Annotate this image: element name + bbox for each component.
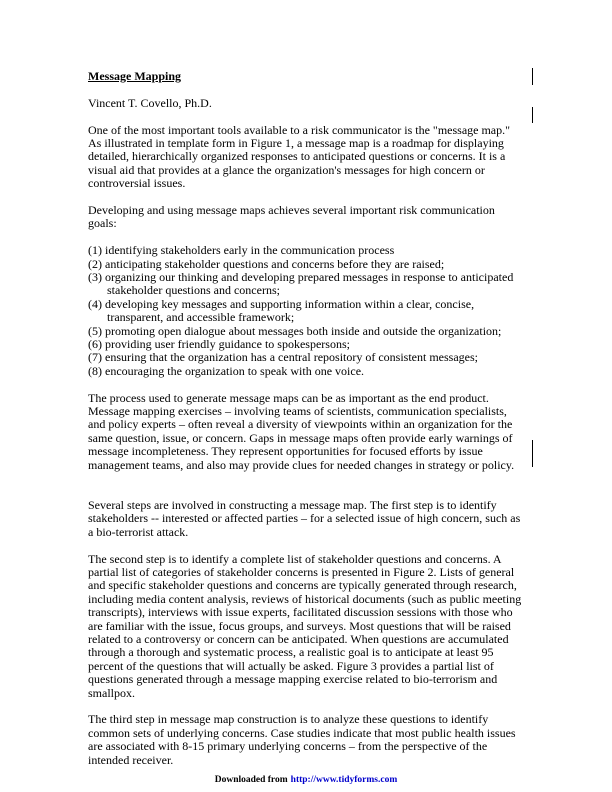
footer-stamp [0,774,612,786]
goal-item-4: (4) developing key messages and supporting information within a clear, concise, transparent, and accessible framework; [88,296,475,325]
process-paragraph: The process used to generate message maps can be as important as the end product. Message mapping exercises – involving teams of scientists, communication specialists, and policy experts – often reveal a diversity of viewpoints within an organization for the same question, issue, or concern. Gaps in message maps often provide early warnings of message incompleteness. They represent opportunities for focused efforts by issue management teams, and also may provide clues for needed changes in strategy or policy. [88,390,515,472]
goal-item-8: (8) encouraging the organization to speak with one voice. [88,363,365,378]
goal-item-6: (6) providing user friendly guidance to spokespersons; [88,337,350,352]
document-title: Message Mapping [88,69,181,83]
intro-paragraph: One of the most important tools available to a risk communicator is the "message map." As illustrated in template form in Figure 1, a message map is a roadmap for displaying detailed, hierarchically organized responses to anticipated questions or concerns. It is a visual aid that provides at a glance the organization's messages for high concern or controversial issues. [88,122,511,191]
goals-list [88,244,525,378]
footer-source-link[interactable]: http://www.tidyforms.com [290,775,398,785]
revision-change-bar [532,107,533,123]
second-step-paragraph: The second step is to identify a complete list of stakeholder questions and concerns. A partial list of categories of stakeholder concerns is presented in Figure 2. Lists of general and specific stakeholder questions and concerns are typically generated through research, including media content analysis, reviews of historical documents (such as public meeting transcripts), interviews with issue experts, facilitated discussion sessions with those who are familiar with the issue, focus groups, and surveys. Most questions that will be raised related to a controversy or concern can be anticipated. When questions are accumulated through a thorough and systematic process, a realistic goal is to anticipate at least 95 percent of the questions that will actually be asked. Figure 3 provides a partial list of questions generated through a message mapping exercise related to bio-terrorism and smallpox. [88,551,522,700]
revision-change-bar [532,440,533,467]
third-step-paragraph: The third step in message map construction is to analyze these questions to identify common sets of underlying concerns. Case studies indicate that most public health issues are associated with 8-15 primary underlying concerns – from the perspective of the intended receiver. [88,712,516,767]
footer-prefix-text: Downloaded from [214,775,288,785]
revision-change-bar [532,68,533,85]
document-body [88,70,525,780]
goal-item-1: (1) identifying stakeholders early in the communication process [88,243,395,258]
first-step-paragraph: Several steps are involved in constructing a message map. The first step is to identify stakeholders -- interested or affected parties – for a selected issue of high concern, such as a bio-terrorist attack. [88,497,521,539]
goal-item-7: (7) ensuring that the organization has a central repository of consistent messages; [88,350,478,365]
goals-intro-paragraph: Developing and using message maps achieves several important risk communication goals: [88,203,495,231]
goal-item-5: (5) promoting open dialogue about messages both inside and outside the organization; [88,323,502,338]
goal-item-3: (3) organizing our thinking and developing prepared messages in response to anticipated stakeholder questions and concerns; [88,270,514,298]
author-line: Vincent T. Covello, Ph.D. [88,95,212,110]
goal-item-2: (2) anticipating stakeholder questions and concerns before they are raised; [88,256,445,271]
